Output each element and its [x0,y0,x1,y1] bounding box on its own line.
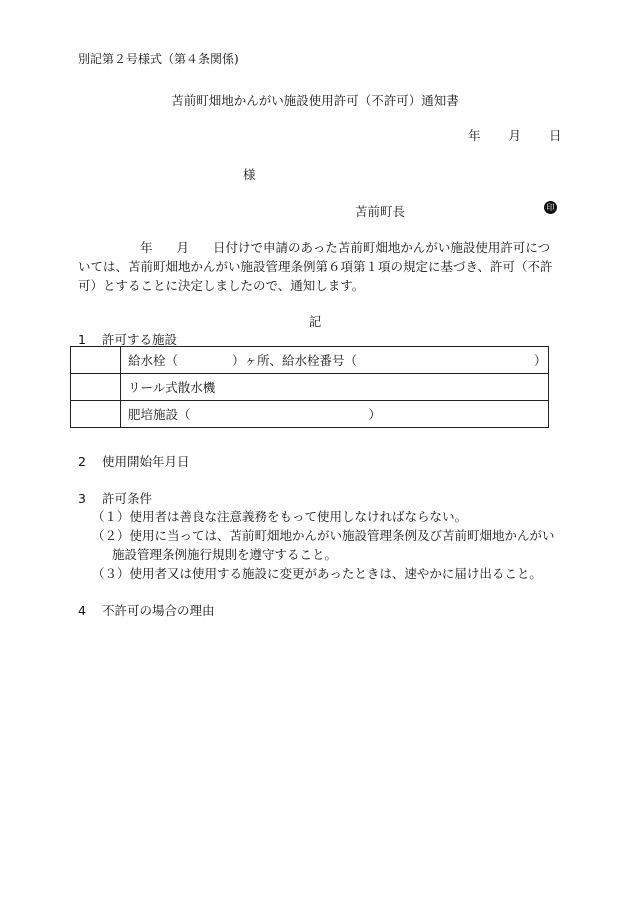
facility-hydrant-label-a: 給水栓（ [128,353,179,368]
section-4-number: 4 [78,603,86,618]
section-3-title: 許可条件 [102,491,153,506]
date-line [468,126,562,144]
facility-fertilizer-label-a: 肥培施設（ [128,407,191,422]
condition-1: （１）使用者は善良な注意義務をもって使用しなければならない。 [92,509,468,524]
section-2-title: 使用開始年月日 [102,454,190,469]
addressee-honorific: 様 [243,167,256,182]
ki-heading: 記 [308,314,322,329]
facility-hydrant-label-c: ） [534,353,547,368]
section-2-number: 2 [78,454,86,469]
facility-reel-sprinkler: リール式散水機 [121,374,549,401]
table-row [71,374,549,401]
seal-icon: 印 [544,201,557,214]
body-year: 年 [140,240,153,255]
date-year: 年 [468,128,481,143]
section-3-number: 3 [78,491,86,506]
body-paragraph [78,238,560,295]
table-row [71,347,549,374]
sender-name: 苫前町長 [355,204,406,219]
body-line-3: 可）とすることに決定しましたので、通知します。 [78,278,365,293]
table-cell-blank [71,374,121,401]
table-cell-blank [71,401,121,428]
section-1-number: 1 [78,332,86,347]
section-4-heading [78,601,215,619]
table-cell-blank [71,347,121,374]
section-3-heading [78,489,152,507]
date-day: 日 [549,128,562,143]
facility-hydrant-label-b: ）ヶ所、給水栓番号（ [232,353,358,368]
document-title: 苫前町畑地かんがい施設使用許可（不許可）通知書 [171,93,459,108]
facility-hydrant [121,347,549,374]
table-row [71,401,549,428]
section-4-title: 不許可の場合の理由 [102,603,215,618]
section-2-heading [78,452,190,470]
body-month: 月 [176,240,190,255]
condition-3: （３）使用者又は使用する施設に変更があったときは、速やかに届け出ること。 [92,566,542,581]
condition-2: （２）使用に当っては、苫前町畑地かんがい施設管理条例及び苫前町畑地かんがい [92,528,555,543]
body-line-1 [78,238,560,257]
form-number: 別記第２号様式（第４条関係) [78,52,239,66]
section-1-title: 許可する施設 [102,332,178,347]
facility-fertilizer [121,401,549,428]
date-month: 月 [508,128,522,143]
facility-table [70,346,549,428]
condition-2-continuation: 施設管理条例施行規則を遵守すること。 [112,547,338,562]
body-line-1-text: 日付けで申請のあった苫前町畑地かんがい施設使用許可につ [213,240,551,255]
body-line-2: いては、苫前町畑地かんがい施設管理条例第６項第１項の規定に基づき、許可（不許 [78,259,553,274]
facility-fertilizer-label-b: ） [368,407,382,422]
